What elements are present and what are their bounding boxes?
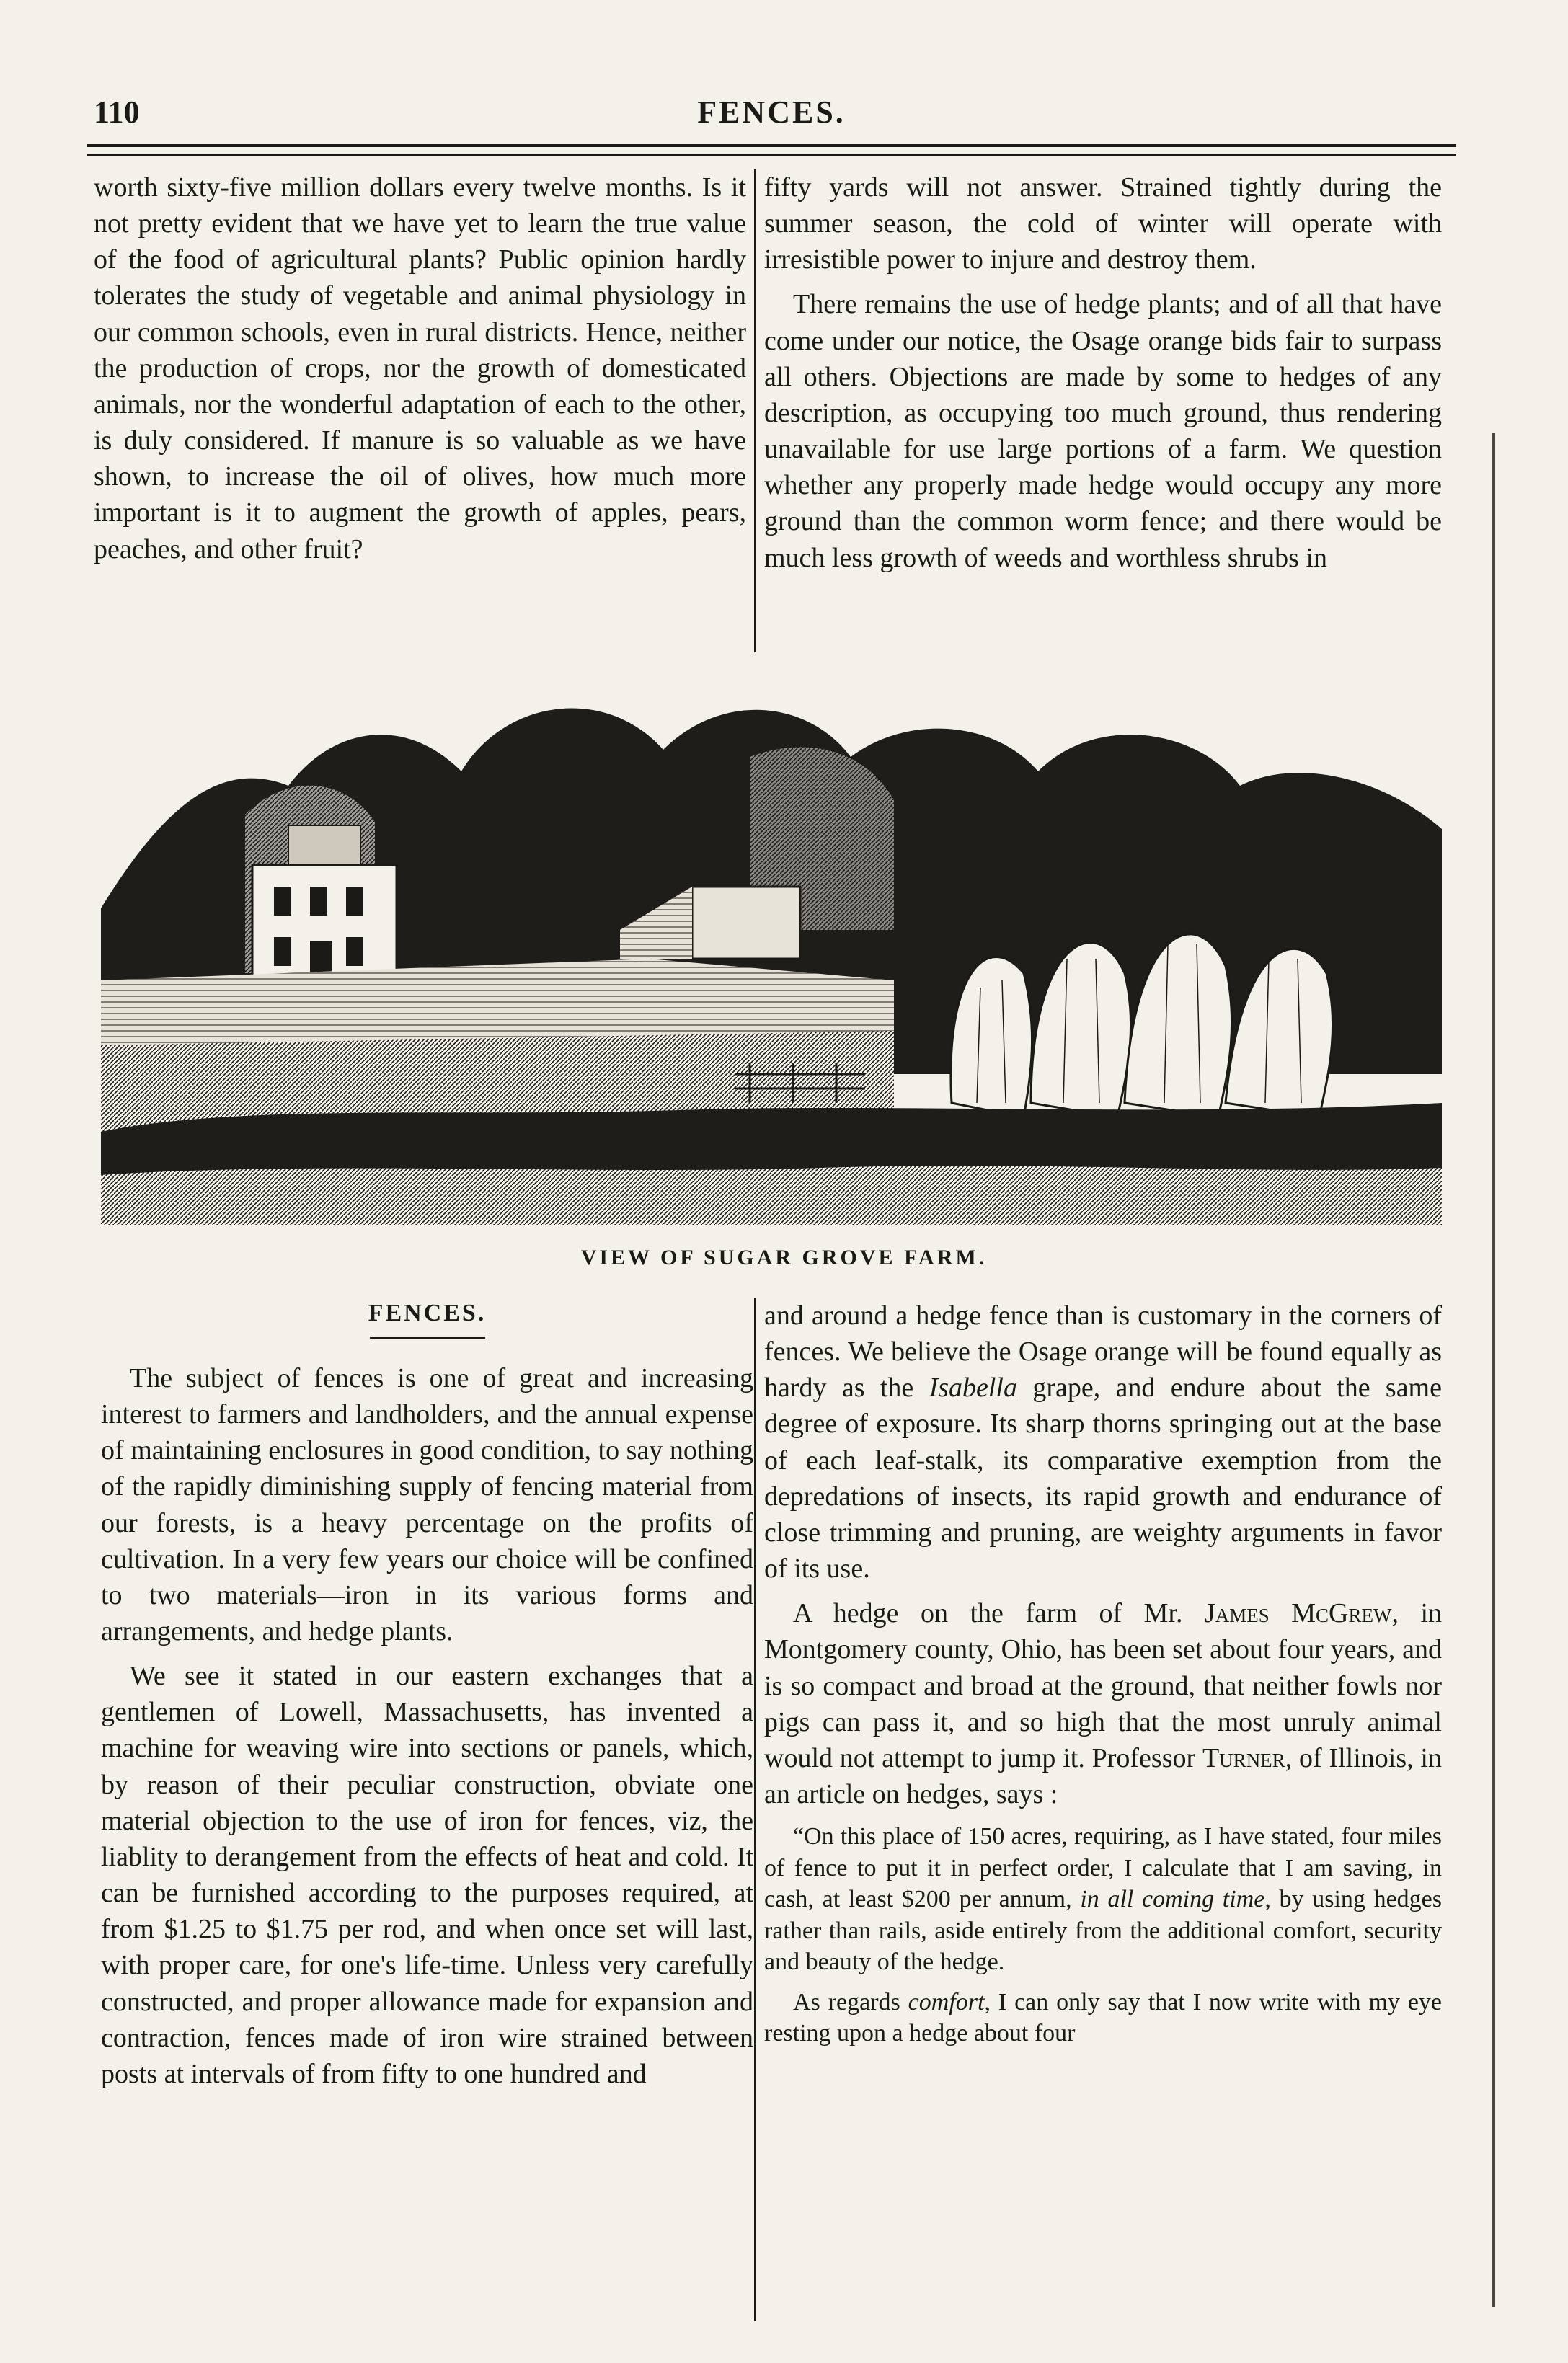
paragraph: [764, 1595, 1442, 1812]
paragraph: fifty yards will not answer. Strained tightly during the summer season, the cold of winter will operate with irresistible power to injure and destroy them.: [764, 172, 1442, 275]
title-rule: [370, 1337, 485, 1339]
text-run: and around a hedge fence than is customary in the corners of fences. We believe the Osage orange will be found equally as hardy as the: [764, 1300, 1442, 1404]
paragraph: We see it stated in our eastern exchanges that a gentlemen of Lowell, Massachusetts, has invented a machine for weaving wire into sections or panels, which, by reason of their peculiar construction, obviate one material objection to the use of iron for fences, viz, the liablity to derangement from the effects of heat and cold. It can be furnished according to the purposes required, at from $1.25 to $1.75 per rod, and when once set will last, with proper care, for one's life-time. Unless very carefully constructed, and proper allowance made for expansion and contraction, fences made of iron wire strained between posts at intervals of from fifty to one hundred and: [101, 1661, 753, 2089]
quotation: [764, 1821, 1442, 1978]
text-run: grape, and endure about the same degree of exposure. Its sharp thorns springing out at the base of each leaf-stalk, its comparative exemption from the depredations of insects, its rapid growth and endurance of close trimming and pruning, are weighty arguments in favor of its use.: [764, 1373, 1442, 1584]
column-divider: [754, 1298, 756, 2321]
illustration-caption: VIEW OF SUGAR GROVE FARM.: [580, 1246, 988, 1269]
paragraph: There remains the use of hedge plants; and of all that have come under our notice, the Osage orange bids fair to surpass all others. Objections are made by some to hedges of any description, as occupying too much ground, thus rendering unavailable for use large portions of a farm. We question whether any properly made hedge would occupy any more ground than the common worm fence; and there would be much less growth of weeds and worthless shrubs in: [764, 289, 1442, 573]
bottom-left-column: [101, 1298, 753, 2101]
text-run: “On this place of 150 acres, requiring, as I have stated, four miles of fence to put it in perfect order, I calculate that I am saving, in cash, at least $200 per annum,: [764, 1823, 1442, 1913]
top-right-column: [764, 169, 1442, 585]
top-left-column: [94, 169, 746, 576]
scan-edge-line: [1492, 433, 1495, 2307]
text-run: , by using hedges rather than rails, aside entirely from the additional comfort, security and beauty of the hedge.: [764, 1886, 1443, 1976]
quotation: [764, 1987, 1442, 2049]
header-rule: [87, 144, 1456, 156]
text-run: , of Illinois, in an article on hedges, says :: [764, 1742, 1442, 1810]
italic-text: in all coming time: [1080, 1886, 1265, 1913]
person-name: Turner: [1202, 1742, 1285, 1773]
section-title: FENCES.: [368, 1300, 487, 1326]
farm-engraving: [101, 670, 1442, 1225]
page-header: [94, 94, 1449, 137]
bottom-right-column: [764, 1298, 1442, 2058]
person-name: James McGrew: [1204, 1598, 1392, 1629]
paragraph: worth sixty-five million dollars every twelve months. Is it not pretty evident that we have yet to learn the true value of the food of agricultural plants? Public opinion hardly tolerates the study of vegetable and animal physiology in our common schools, even in rural districts. Hence, neither the production of crops, nor the growth of domesticated animals, nor the wonderful adaptation of each to the other, is duly considered. If manure is so valuable as we have shown, to increase the oil of olives, how much more important is it to augment the growth of apples, pears, peaches, and other fruit?: [94, 172, 746, 564]
page-number: 110: [94, 94, 140, 130]
running-head: FENCES.: [697, 94, 846, 130]
paragraph: The subject of fences is one of great and increasing interest to farmers and landholders, and the annual expense of maintaining enclosures in good condition, to say nothing of the rapidly diminishing supply of fencing material from our forests, is a heavy percentage on the profits of cultivation. In a very few years our choice will be confined to two materials—iron in its various forms and arrangements, and hedge plants.: [101, 1362, 753, 1646]
column-divider: [754, 169, 756, 652]
text-run: , I can only say that I now write with my eye resting upon a hedge about four: [764, 1988, 1443, 2047]
text-run: A hedge on the farm of Mr.: [793, 1598, 1205, 1629]
text-run: , in Montgomery county, Ohio, has been set about four years, and is so compact and broad at the ground, that neither fowls nor pigs can pass it, and so high that the most unruly animal would not attempt to jump it. Professor: [764, 1598, 1443, 1773]
text-run: As regards: [793, 1988, 908, 2016]
italic-text: Isabella: [929, 1373, 1017, 1404]
paragraph: [764, 1298, 1442, 1587]
italic-text: comfort: [908, 1988, 985, 2016]
farm-scene-illustration: [101, 670, 1442, 1225]
